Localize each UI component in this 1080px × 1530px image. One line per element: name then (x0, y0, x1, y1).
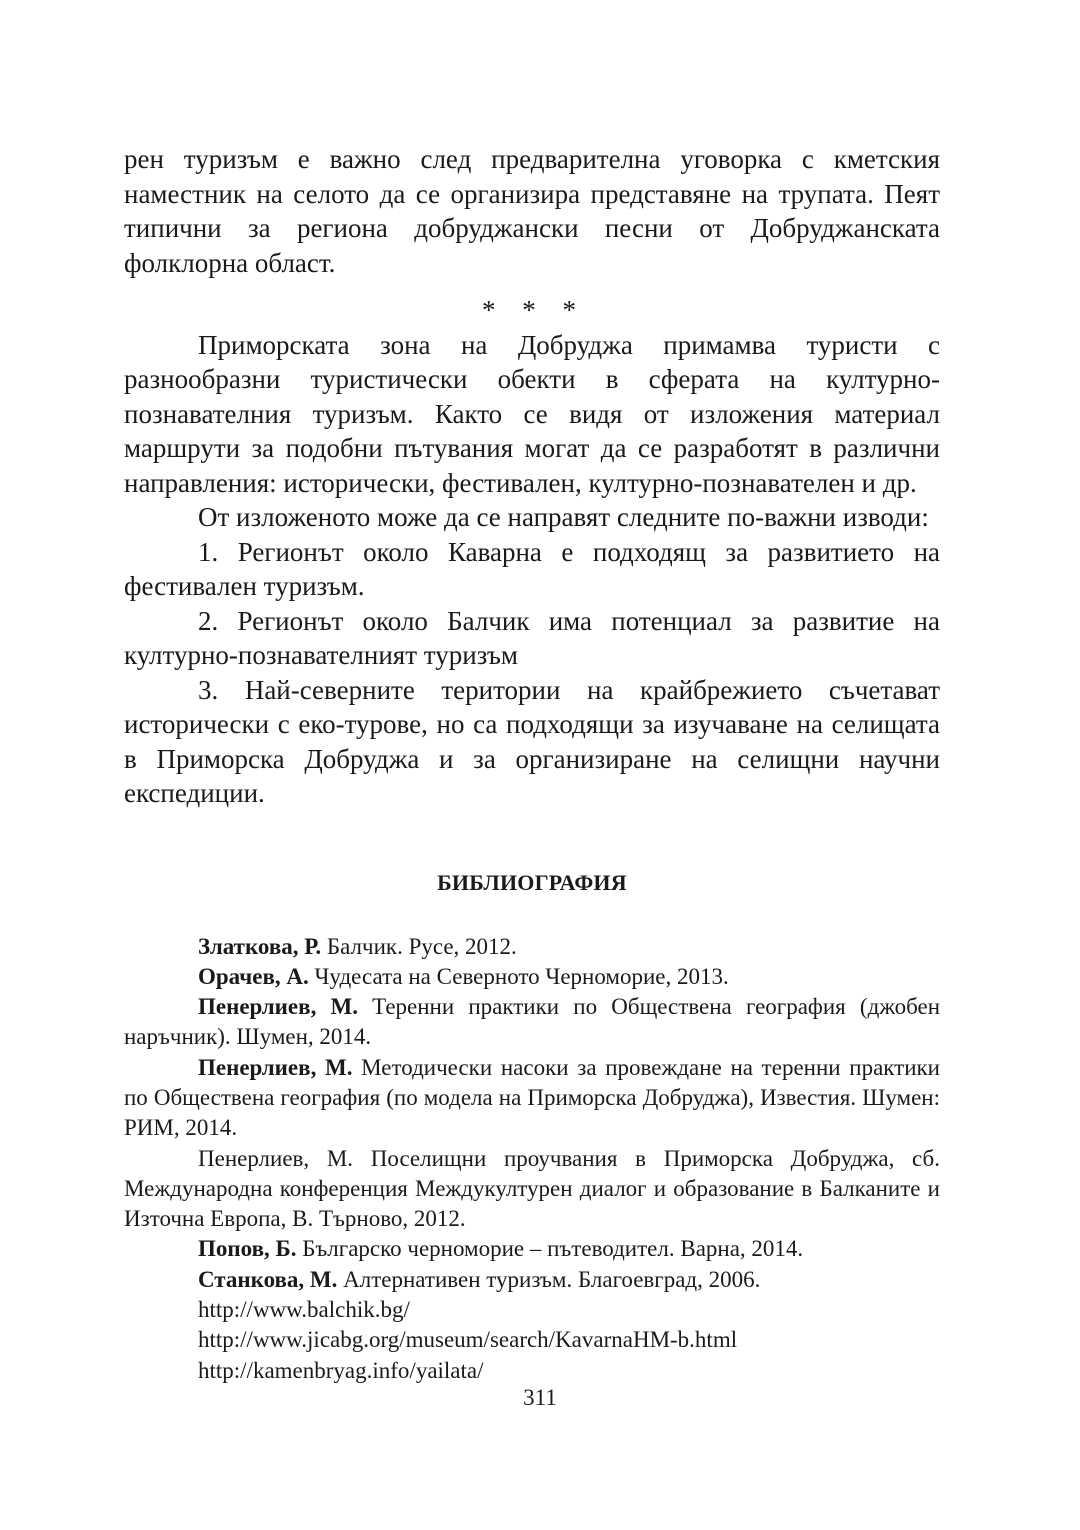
entry-text: Алтернативен туризъм. Благоевград, 2006. (337, 1266, 761, 1292)
bibliography-url[interactable]: http://kamenbryag.info/yailata/ (198, 1357, 484, 1383)
bibliography-heading: БИБЛИОГРАФИЯ (437, 869, 627, 895)
bibliography-entry (124, 1234, 940, 1264)
conclusion-point-2: 2. Регионът около Балчик има потенциал за развитие на културно-познавателният туризъм (124, 605, 940, 670)
entry-text: Теренни практики по Обществена география (джобен наръчник). Шумен, 2014. (124, 994, 941, 1050)
bibliography-url[interactable]: http://www.balchik.bg/ (198, 1297, 410, 1323)
bibliography-entry (124, 962, 940, 992)
entry-text: Балчик. Русе, 2012. (321, 933, 517, 959)
bibliography-entry (124, 1265, 940, 1295)
page-number: 311 (523, 1385, 557, 1410)
entry-author: Орачев, А. (198, 963, 309, 989)
entry-text: Пенерлиев, М. Поселищни проучвания в Приморска Добруджа, сб. Международна конференция Междукултурен диалог и образование в Балканите и Източна Европа, В. Търново, 2012. (124, 1145, 940, 1232)
conclusion-paragraph: Приморската зона на Добруджа примамва туристи с разнообразни туристически обекти в сферата на културно-познавателния туризъм. Както се видя от изложения материал маршрути за подобни пътувания могат да се разработят в различни направления: исторически, фестивален, културно-познавателен и др. (124, 329, 940, 498)
entry-author: Пенерлиев, М. (198, 994, 358, 1020)
entry-text: Методически насоки за провеждане на теренни практики по Обществена география (по модела на Приморска Добруджа), Известия. Шумен: РИМ, 2014. (124, 1054, 940, 1141)
conclusion-point-1: 1. Регионът около Каварна е подходящ за развитието на фестивален туризъм. (124, 536, 940, 601)
bibliography-url[interactable]: http://www.jicabg.org/museum/search/KavarnaHM-b.html (198, 1327, 738, 1353)
entry-text: Чудесата на Северното Черноморие, 2013. (308, 963, 729, 989)
section-separator: * * * (482, 295, 586, 325)
bibliography-entry (124, 992, 940, 1053)
page-content (124, 142, 940, 1386)
entry-author: Станкова, М. (198, 1266, 338, 1292)
main-text (124, 142, 940, 811)
entry-author: Златкова, Р. (198, 933, 322, 959)
conclusion-point-3: 3. Най-северните територии на крайбрежието съчетават исторически с еко-турове, но са подходящи за изучаване на селищата в Приморска Добруджа и за организиране на селищни научни експедиции. (124, 674, 940, 808)
bibliography-entry (124, 932, 940, 962)
entry-text: Българско черноморие – пътеводител. Варна, 2014. (296, 1236, 804, 1262)
conclusion-lead-in: От изложеното може да се направят следните по-важни изводи: (198, 502, 929, 532)
intro-paragraph: рен туризъм е важно след предварителна уговорка с кметския наместник на селото да се организира представяне на трупата. Пеят типични за региона добруджански песни от Добруджанската фолклорна област. (124, 144, 940, 278)
entry-author: Попов, Б. (198, 1236, 297, 1262)
bibliography-entry (124, 1144, 940, 1235)
bibliography-entry (124, 1053, 940, 1144)
entry-author: Пенерлиев, М. (198, 1054, 353, 1080)
bibliography-list (124, 932, 940, 1386)
